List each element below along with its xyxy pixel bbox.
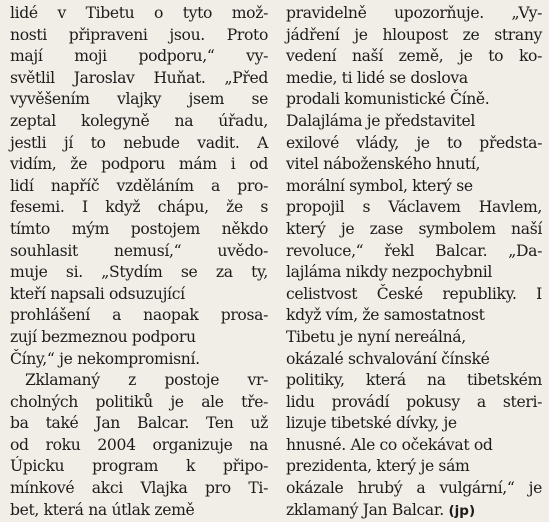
text-line: prohlášení a naopak prosa- (10, 306, 268, 325)
text-line: od roku 2004 organizuje na (10, 435, 268, 454)
paragraph-end-line: Číny,“ je nekompromisní. (10, 349, 200, 368)
text-line: když vím, že samostatnost (286, 306, 485, 325)
paragraph-start-line: Zklamaný z postoje vr- (25, 371, 268, 390)
text-line: Úpicku program k připo- (10, 457, 268, 476)
text-line: vidím, že podporu mám i od (10, 155, 268, 174)
text-line: exilové vlády, je to předsta- (286, 133, 542, 152)
text-line: morální symbol, který se (286, 176, 473, 195)
text-line: zují bezmeznou podporu (10, 327, 196, 346)
text-line: lajláma nikdy nezpochybnil (286, 263, 493, 282)
text-line: propojil s Václavem Havlem, (286, 198, 542, 217)
text-line: fesemi. I když chápu, že s (10, 198, 268, 217)
text-line: vyvěšením vlajky jsem se (10, 90, 268, 109)
text-line: ba také Jan Balcar. Ten už (10, 414, 268, 433)
text-line: prodali komunistické Číně. (286, 90, 490, 109)
text-line: jestli jí to nebude vadit. A (10, 133, 268, 152)
text-line: souhlasit nemusí,“ uvědo- (10, 241, 268, 260)
text-line: světlil Jaroslav Huňat. „Před (10, 68, 268, 87)
text-line: medie, ti lidé se doslova (286, 68, 468, 87)
text-line: vedení naší země, je to ko- (286, 47, 542, 66)
text-line: hnusné. Ale co očekávat od (286, 435, 493, 454)
text-line: jádření je hloupost ze strany (286, 25, 542, 44)
text-line: nosti připraveni jsou. Proto (10, 25, 268, 44)
text-line: kteří napsali odsuzující (10, 284, 185, 303)
text-line: celistvost České republiky. I (286, 284, 542, 303)
text-line: tímto mým postojem někdo (10, 219, 268, 238)
text-line: pravidelně upozorňuje. „Vy- (286, 4, 542, 22)
text-line: mínkové akci Vlajka pro Ti- (10, 479, 268, 498)
text-line: lidé v Tibetu o tyto mož- (10, 4, 268, 22)
text-line: zeptal kolegyně na úřadu, (10, 111, 268, 130)
author-signature: (jp) (448, 502, 476, 519)
text-line: revoluce,“ řekl Balcar. „Da- (286, 241, 542, 260)
text-line: muje si. „Stydím se za ty, (10, 263, 268, 282)
text-line: bet, která na útlak země (10, 500, 195, 519)
text-line: politiky, která na tibetském (286, 371, 542, 390)
text-line: cholných politiků je ale tře- (10, 392, 268, 411)
article-column-right (286, 3, 542, 521)
text-line: mají moji podporu,“ vy- (10, 47, 268, 66)
text-line: okázale hrubý a vulgární,“ je (286, 479, 542, 498)
text-line: okázalé schvalování čínské (286, 349, 490, 368)
text-line: prezidenta, který je sám (286, 457, 470, 476)
text-line: Dalajláma je představitel (286, 111, 476, 130)
text-line: lidí napříč vzděláním a pro- (10, 176, 268, 195)
text-line: lizuje tibetské dívky, je (286, 414, 457, 433)
article-column-left (10, 3, 268, 521)
final-line-text: zklamaný Jan Balcar. (286, 500, 444, 519)
text-line: Tibetu je nyní nereálná, (286, 327, 466, 346)
text-line: který je zase symbolem naší (286, 219, 542, 238)
text-line: vitel náboženského hnutí, (286, 155, 481, 174)
final-line (286, 500, 542, 522)
text-line: lidu provádí pokusy a steri- (286, 392, 542, 411)
